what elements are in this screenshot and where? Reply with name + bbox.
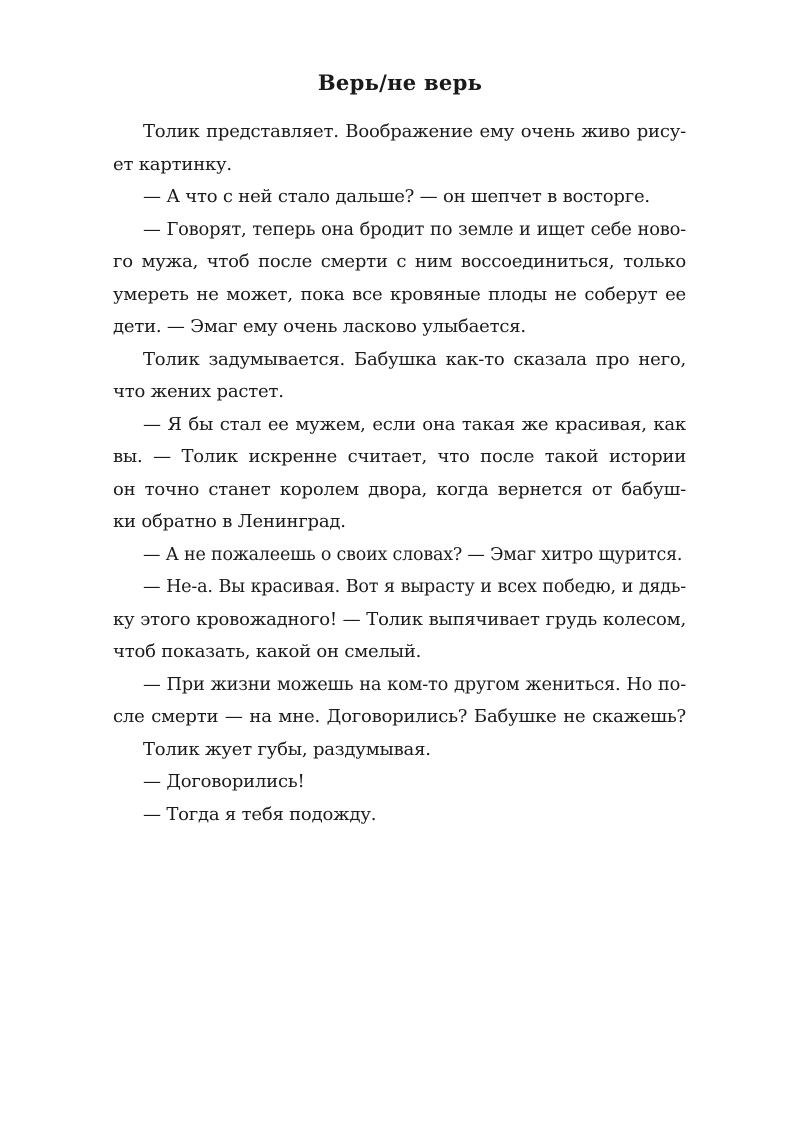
text-line: умереть не может, пока все кровяные плоды не соберут ее [113, 283, 686, 305]
text-line: — Я бы стал ее мужем, если она такая же красивая, как [143, 413, 686, 435]
text-line: — Договорились! [143, 771, 305, 792]
text-line: он точно станет королем двора, когда вернется от бабуш- [113, 478, 686, 500]
text-line: — Не-а. Вы красивая. Вот я вырасту и всех победю, и дядь- [143, 577, 686, 597]
text-line: го мужа, чтоб после смерти с ним воссоединиться, только [113, 251, 686, 272]
text-line: — А что с ней стало дальше? — он шепчет в восторге. [143, 186, 650, 207]
text-line: — При жизни можешь на ком-то другом жениться. Но по- [143, 673, 686, 695]
text-line: Толик задумывается. Бабушка как-то сказала про него, [143, 348, 686, 370]
text-line: сле смерти — на мне. Договорились? Бабушке не скажешь? [113, 706, 686, 727]
text-line: — А не пожалеешь о своих словах? — Эмаг хитро щурится. [143, 544, 683, 565]
text-line: Толик жует губы, раздумывая. [143, 738, 431, 760]
text-line: — Говорят, теперь она бродит по земле и ищет себе ново- [143, 218, 686, 240]
chapter-title: Верь/не верь [317, 70, 483, 95]
text-line: вы. — Толик искренне считает, что после такой истории [113, 446, 686, 467]
text-line: дети. — Эмаг ему очень ласково улыбается. [113, 316, 526, 337]
text-line: чтоб показать, какой он смелый. [113, 641, 422, 662]
text-line: что жених растет. [113, 381, 284, 402]
body-text [113, 116, 686, 831]
text-line: ки обратно в Ленинград. [113, 511, 346, 532]
text-line: ку этого кровожадного! — Толик выпячивает грудь колесом, [113, 608, 686, 630]
text-line: — Тогда я тебя подожду. [143, 803, 377, 825]
text-line: Толик представляет. Воображение ему очень живо рису- [143, 121, 686, 142]
text-line: ет картинку. [113, 153, 232, 175]
